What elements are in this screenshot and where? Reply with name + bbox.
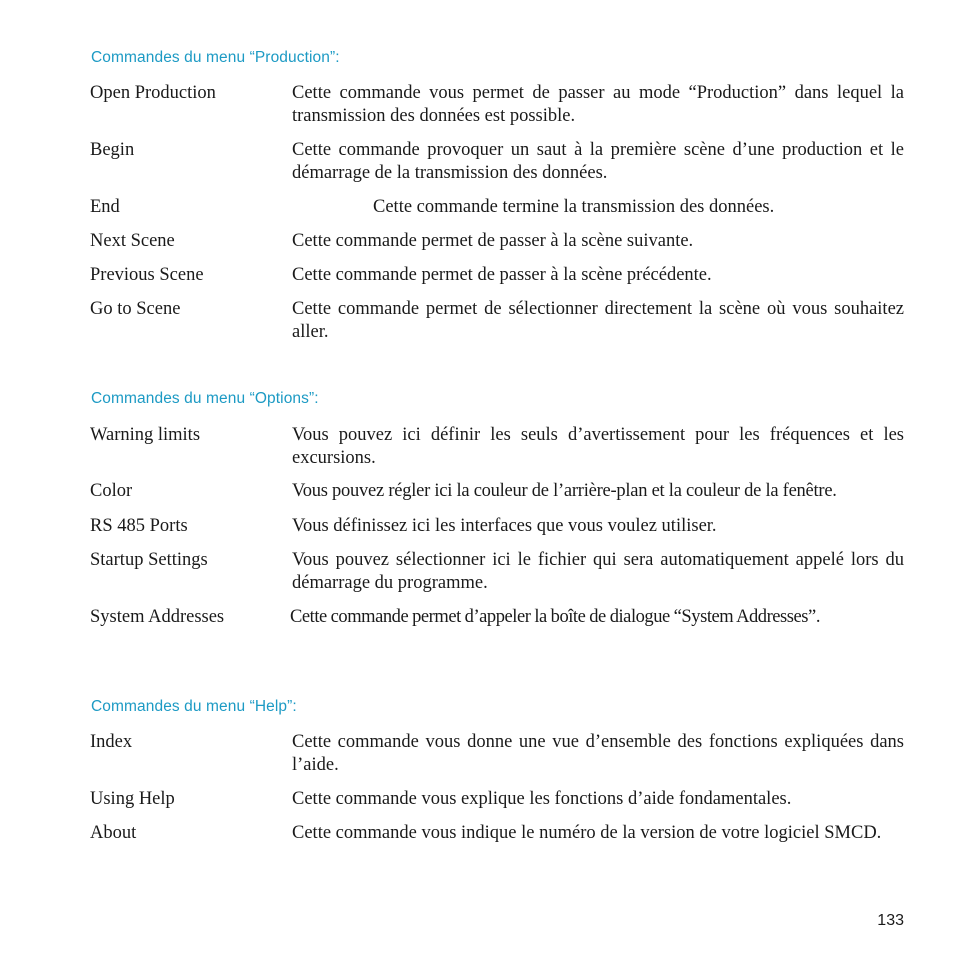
- term-description: Vous pouvez sélectionner ici le fichier qui sera automatiquement appelé lors du démarrage du programme.: [292, 550, 904, 593]
- term-label: System Addresses: [90, 607, 225, 627]
- term-label: Previous Scene: [90, 265, 204, 285]
- term-label: Warning limits: [90, 425, 201, 445]
- term-description: Vous pouvez régler ici la couleur de l’arrière-plan et la couleur de la fenêtre.: [292, 481, 837, 501]
- term-description: Vous pouvez ici définir les seuls d’avertissement pour les fréquences et les excursions.: [292, 425, 904, 468]
- term-description: Cette commande termine la transmission des données.: [373, 197, 775, 217]
- term-description: Vous définissez ici les interfaces que vous voulez utiliser.: [292, 516, 717, 536]
- term-label: About: [90, 823, 137, 843]
- section-heading-help: Commandes du menu “Help”:: [91, 698, 297, 715]
- term-label: Color: [90, 481, 133, 501]
- page-number: 133: [877, 912, 904, 929]
- term-label: RS 485 Ports: [90, 516, 188, 536]
- section-heading-production: Commandes du menu “Production”:: [91, 49, 340, 66]
- term-description: Cette commande permet de passer à la scène suivante.: [292, 231, 694, 251]
- term-label: Using Help: [90, 789, 175, 809]
- term-label: Open Production: [90, 83, 216, 103]
- term-description: Cette commande permet de sélectionner directement la scène où vous souhaitez aller.: [292, 299, 904, 342]
- term-label: Go to Scene: [90, 299, 181, 319]
- term-description: Cette commande vous permet de passer au mode “Production” dans lequel la transmission des données est possible.: [292, 83, 904, 126]
- term-description: Cette commande provoquer un saut à la première scène d’une production et le démarrage de la transmission des données.: [292, 140, 904, 183]
- term-label: Startup Settings: [90, 550, 208, 570]
- term-label: End: [90, 197, 120, 217]
- term-description: Cette commande permet de passer à la scène précédente.: [292, 265, 712, 285]
- term-description: Cette commande permet d’appeler la boîte de dialogue “System Addresses”.: [290, 607, 820, 627]
- term-label: Index: [90, 732, 133, 752]
- term-label: Begin: [90, 140, 135, 160]
- term-description: Cette commande vous donne une vue d’ensemble des fonctions expliquées dans l’aide.: [292, 732, 904, 775]
- section-heading-options: Commandes du menu “Options”:: [91, 390, 319, 407]
- term-description: Cette commande vous explique les fonctions d’aide fondamentales.: [292, 789, 792, 809]
- term-description: Cette commande vous indique le numéro de la version de votre logiciel SMCD.: [292, 823, 882, 843]
- term-label: Next Scene: [90, 231, 175, 251]
